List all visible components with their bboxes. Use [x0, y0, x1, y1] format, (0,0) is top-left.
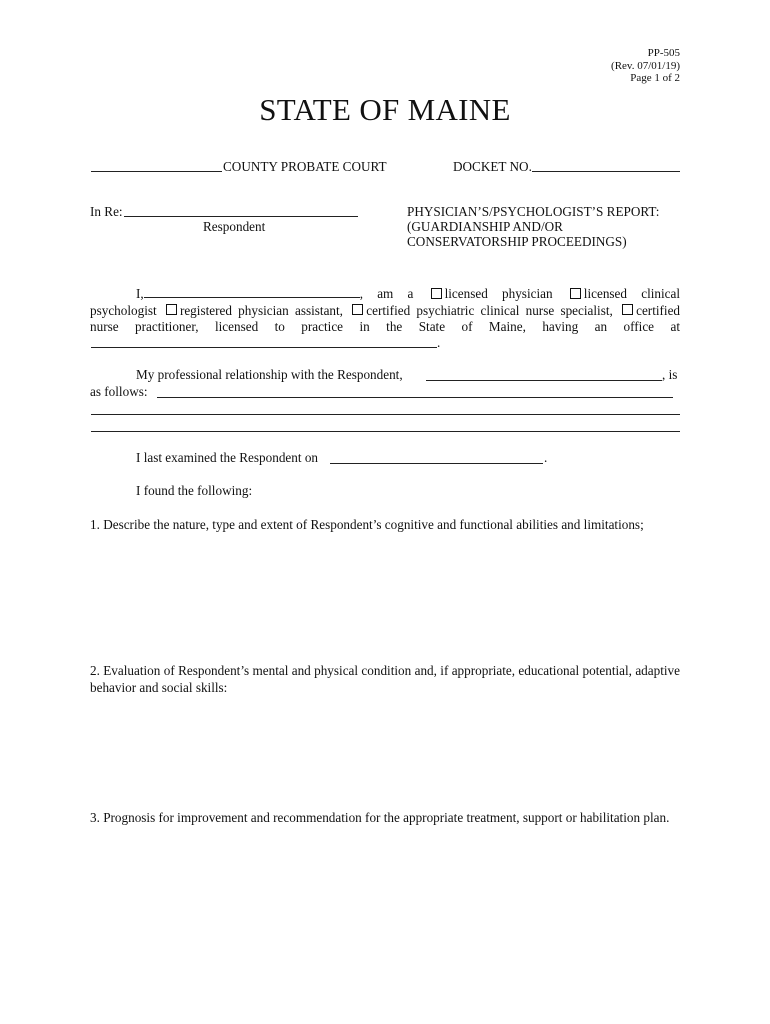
- form-revision: (Rev. 07/01/19): [611, 59, 680, 72]
- report-title-line-3: CONSERVATORSHIP PROCEEDINGS): [407, 234, 627, 249]
- attestation-line-3: nurse practitioner, licensed to practice in the State of Maine, having an office at: [90, 319, 680, 334]
- county-court-label: COUNTY PROBATE COURT: [223, 159, 387, 174]
- certified-nurse-practitioner-checkbox[interactable]: [622, 304, 633, 315]
- page-indicator: Page 1 of 2: [630, 72, 680, 84]
- question-2: 2. Evaluation of Respondent’s mental and physical condition and, if appropriate, educational potential, adaptive behavior and social skills:: [90, 663, 680, 695]
- relationship-detail-line-1[interactable]: [157, 397, 673, 398]
- licensed-clinical-psychologist-checkbox[interactable]: [570, 288, 581, 299]
- relationship-input-line[interactable]: [426, 380, 662, 381]
- attestation-line-1: I, , am a licensed physician licensed clinical: [136, 286, 681, 301]
- certified-psych-nurse-checkbox[interactable]: [352, 304, 363, 315]
- exam-date-input-line[interactable]: [330, 463, 543, 464]
- exam-date-label: I last examined the Respondent on: [136, 450, 319, 465]
- licensed-physician-checkbox[interactable]: [431, 288, 442, 299]
- office-period: .: [437, 335, 441, 350]
- respondent-input-line[interactable]: [124, 216, 358, 217]
- question-3: 3. Prognosis for improvement and recommendation for the appropriate treatment, support or habilitation plan.: [90, 810, 670, 825]
- report-title-line-1: PHYSICIAN’S/PSYCHOLOGIST’S REPORT:: [407, 204, 660, 219]
- name-input-line[interactable]: [144, 286, 360, 298]
- as-follows-label: as follows:: [90, 384, 148, 399]
- report-title-line-2: (GUARDIANSHIP AND/OR: [407, 219, 563, 234]
- relationship-is: , is: [662, 367, 678, 382]
- relationship-label: My professional relationship with the Respondent,: [136, 367, 403, 382]
- county-input-line[interactable]: [91, 171, 222, 172]
- relationship-detail-line-3[interactable]: [91, 431, 680, 432]
- exam-date-period: .: [544, 450, 548, 465]
- office-address-input-line[interactable]: [91, 347, 437, 348]
- in-re-label: In Re:: [90, 204, 123, 219]
- relationship-detail-line-2[interactable]: [91, 414, 680, 415]
- document-title: STATE OF MAINE: [259, 92, 511, 127]
- registered-pa-checkbox[interactable]: [166, 304, 177, 315]
- form-number: PP-505: [647, 47, 680, 59]
- docket-label: DOCKET NO.: [453, 159, 532, 174]
- docket-input-line[interactable]: [532, 171, 680, 172]
- question-1: 1. Describe the nature, type and extent of Respondent’s cognitive and functional abilities and limitations;: [90, 517, 644, 532]
- attestation-line-2: psychologist registered physician assistant, certified psychiatric clinical nurse specialist, certified: [90, 302, 681, 318]
- found-following-label: I found the following:: [136, 483, 253, 498]
- respondent-label: Respondent: [203, 219, 266, 234]
